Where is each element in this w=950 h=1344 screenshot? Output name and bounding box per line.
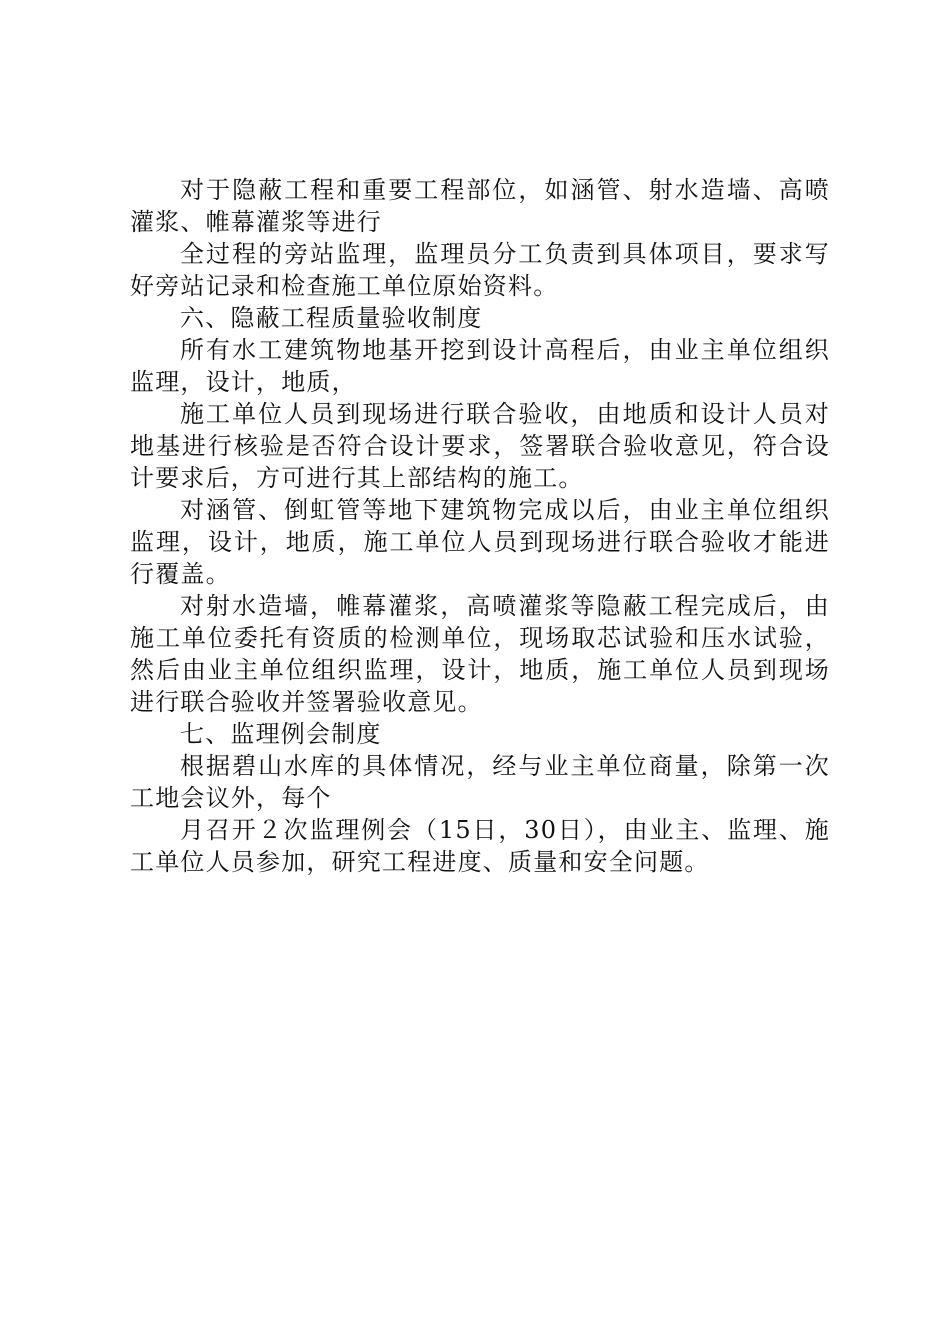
paragraph-meeting-basis: 根据碧山水库的具体情况，经与业主单位商量，除第一次工地会议外，每个 [130,752,830,812]
paragraph-foundation-excavation: 所有水工建筑物地基开挖到设计高程后，由业主单位组织监理，设计，地质， [130,336,830,396]
paragraph-joint-acceptance: 施工单位人员到现场进行联合验收，由地质和设计人员对地基进行核验是否符合设计要求，签署联合验收意见，符合设计要求后，方可进行其上部结构的施工。 [130,400,830,492]
section-heading-regular-meetings: 七、监理例会制度 [180,720,382,748]
document-body [130,174,830,878]
section-heading-concealed-acceptance: 六、隐蔽工程质量验收制度 [180,304,483,332]
paragraph-culvert-acceptance: 对涵管、倒虹管等地下建筑物完成以后，由业主单位组织监理，设计，地质，施工单位人员到现场进行联合验收才能进行覆盖。 [130,496,830,588]
paragraph-supervision-scope: 对于隐蔽工程和重要工程部位，如涵管、射水造墙、高喷灌浆、帷幕灌浆等进行 [130,176,830,236]
paragraph-supervision-records: 全过程的旁站监理，监理员分工负责到具体项目，要求写好旁站记录和检查施工单位原始资料。 [130,240,830,300]
paragraph-meeting-schedule: 月召开２次监理例会（15日，30日），由业主、监理、施工单位人员参加，研究工程进度、质量和安全问题。 [130,816,830,876]
paragraph-grouting-acceptance: 对射水造墙，帷幕灌浆，高喷灌浆等隐蔽工程完成后，由施工单位委托有资质的检测单位，现场取芯试验和压水试验，然后由业主单位组织监理，设计，地质，施工单位人员到现场进行联合验收并签署验收意见。 [130,592,830,716]
